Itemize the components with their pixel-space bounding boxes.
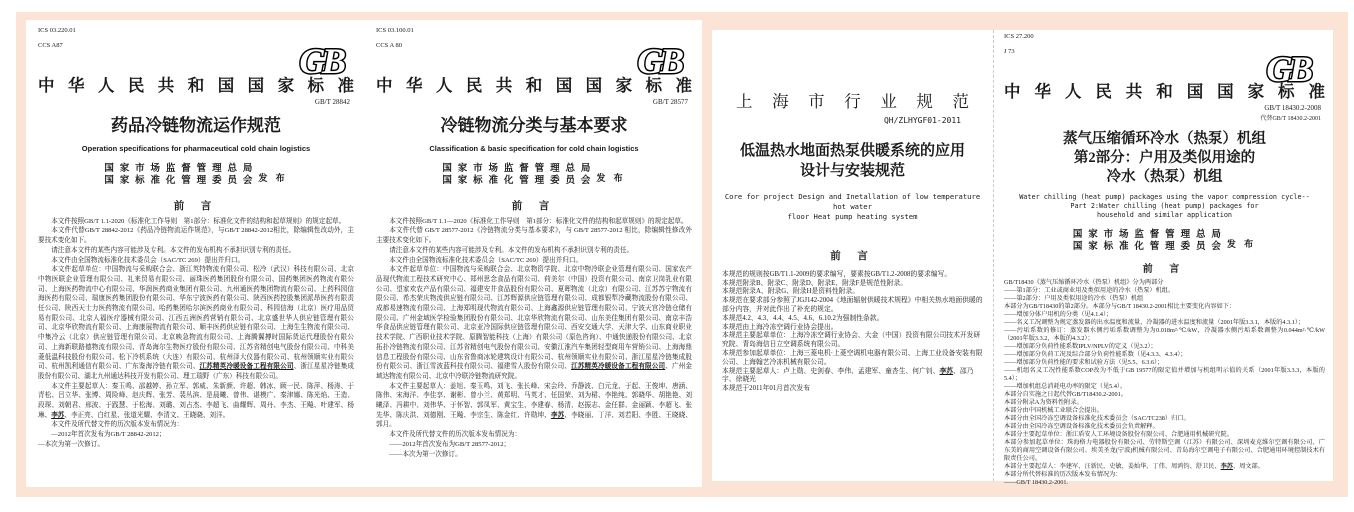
highlighted-name: 江苏精英冷暖设备工程有限公司 — [199, 363, 294, 371]
foreword-paragraph: —本次为第一次修订。 — [38, 440, 104, 448]
foreword-body — [722, 271, 983, 394]
svg-text:GB: GB — [1266, 49, 1310, 90]
foreword-paragraph: 本规范的规则按GB/T1.1-2009的要求编写，要素按GB/T1.2-2008的要求编写。 — [722, 270, 952, 278]
foreword-paragraph: 请注意本文件的某些内容可能涉及专利。本文件的发布机构不承担识别专利的责任。 — [389, 246, 634, 254]
highlighted-name: 李苏 — [51, 411, 65, 419]
highlighted-name: 江苏精英冷暖设备工程有限公司 — [571, 363, 666, 371]
national-standard-header: 中华人民共和国国家标准 — [1004, 82, 1325, 101]
document-title-en: Operation specifications for pharmaceutical cold chain logistics — [81, 144, 311, 154]
standard-number: GB/T 18430.2-2008 — [1264, 103, 1321, 112]
foreword-paragraph: —2012年首次发布为GB/T 28842-2012； — [51, 431, 166, 439]
publisher-line2: 国家标准化管理委员会 — [104, 175, 253, 186]
foreword-paragraph: 本文件按照GB/T 1.1—2020《标准化工作导则 第1部分：标准化文件的结构和起草规则》的规定起草。 — [389, 217, 688, 225]
foreword-paragraph: 本文件代替 GB/T 28577-2012《冷链物流分类与基本要求》，与 GB/T 28577-2012 相比，除编辑性修改外主要技术变化如下。 — [376, 227, 692, 245]
right-document-sheet — [712, 30, 1333, 486]
foreword-paragraph: 本文件起草单位：中国物流与采购联合会、北京物资学院、北京中物冷联企业管理有限公司、国家农产品现代物流工程技术研究中心、郑州思念食品有限公司、荷美尔（中国）投资有限公司、南京卫岗乳业有限公司、望家欢农产品有限公司、福建安井食品股份有限公司、夏晖物流（北京）有限公司、江苏苏宁物流有限公司、希杰荣庆物流供应链有限公司、江苏辉源供应链管理有限公司、成都银犁冷藏物流股份有限公司、成都易速物流有限公司、上海郑明现代物流有限公司、上海鑫源供应链管理有限公司、宁波天宫冷链仓储有限公司、广州金域医学检验集团股份有限公司、北京华欣物流有限公司、山东美佳集团有限公司、南京丰浩华食品供应链管理有限公司、北京亚冷国际供应链管理有限公司、西安交通大学、天津大学、山东商业职业技术学院、广西职业技术学院、原腾智能科技（上海）有限公司（原色咨询）、中通快递股份有限公司、北京拓扑冷链物流有限公司、江苏省精创电气股份有限公司、安徽江淮汽车集团轻型商用车营销公司、上海海鼎信息工程股份有限公司、山东省鲁商冰轮建筑设计有限公司、杭州领顺实业有限公司、浙江星星冷链集成股份有限公司、浙江雪波蓝科技有限公司、福建雪人股份有限公司、江苏精英冷暖设备工程有限公司、广州金域达物流有限公司、北京中冷联冷链物流研究院。 — [376, 266, 693, 380]
svg-text:GB: GB — [637, 41, 681, 82]
document-title-cn-line3: 冷水（热泵）机组 — [1106, 168, 1223, 185]
foreword-paragraph: 本文件主要起草人：姜旭、秦玉鸣、刘飞、张长峰、宋会玲、乔静波、白元龙、于起、王俊坤、唐涵、陈伟、宋海洋、李佳享、谢彬、曾小兰、黄郑明、马英才、任国荣、刘为桾、李艳纯、郭晓华、胡艳艳、刘曦泽、冯耕中、刘伟华、于怀智、郭凤军、黄宝生、李建春、杨清、赵振志、金任群、金丽颖、李超飞、张先华、陈庆洪、刘德刚、王飚、李宗生、陈金红、许勋坤、李苏、李晓丽、丁洋、刘若阳、李胜、王晓晓、郭月。 — [376, 382, 693, 429]
class-code: J 73 — [1004, 47, 1015, 55]
publisher-line1: 国家市场监督管理总局 — [1072, 230, 1221, 241]
document-gbt-18430-2 — [993, 30, 1333, 486]
foreword-paragraph: ——2012年首次发布为GB/T 28577-2012； — [389, 440, 511, 448]
foreword-paragraph: 本规范附录A、附录G、附录H是资料性附录。 — [722, 288, 860, 296]
ics-code: ICS 27.200 — [1004, 33, 1034, 40]
issue-label: 发 布 — [1226, 238, 1257, 249]
foreword-paragraph: 本文件按照GB/T 1.1-2020《标准化工作导则 第1部分：标准化文件的结构和起草规则》的规定起草。 — [51, 217, 346, 225]
ics-code: ICS 03.100.01 — [376, 27, 414, 34]
national-standard-header: 中华人民共和国国家标准 — [38, 76, 354, 95]
document-gbt-28577 — [364, 20, 702, 487]
foreword-paragraph: 本规范主要起草单位：上海冷冻空调行业协会、大金（中国）投资有限公司技术开发研究院、青岛海信日立空调系统有限公司。 — [722, 332, 981, 349]
publisher-block — [1004, 230, 1325, 254]
foreword-paragraph: 本规范主要起草人：卢上勋、史剑春、李伟、孟建军、童杏生、何广钊、李苏、邵乃宇、徐晓光 — [722, 367, 974, 384]
foreword-paragraph: 本部分参加起草单位：珠海格力电器股份有限公司、劳特斯空调（江苏）有限公司、深圳麦克维尔空调有限公司、广东美的商用空调设备有限公司、埃美圣龙(宁波)机械有限公司、青岛海尔空调电子有限公司、合肥通用环境控制技术有限责任公司。 — [1004, 438, 1325, 462]
shanghai-spec-header: 上海市行业规范 — [736, 92, 969, 111]
foreword-paragraph: 本文件及所代替文件的历次版本发布情况为： — [389, 431, 522, 439]
document-title-cn-line2: 设计与安装规范 — [799, 163, 905, 180]
foreword-paragraph: 本部分自实施之日起代替GB/T18430.2-2001。 — [1004, 390, 1127, 398]
document-title-cn-line1: 低温热水地面热泵供暖系统的应用 — [739, 143, 965, 159]
foreword-heading: 前 言 — [173, 200, 219, 212]
foreword-body — [38, 217, 354, 450]
foreword-paragraph: 本规范由上海冷冻空调行业协会提出。 — [722, 323, 838, 331]
foreword-paragraph: 本文件由全国物流标准化技术委员会（SAC/TC 269）提出并归口。 — [51, 256, 245, 264]
highlighted-name: 李苏 — [939, 367, 954, 375]
gb-standard-logo-icon — [1253, 42, 1323, 96]
ccs-code: CCS A87 — [38, 41, 63, 49]
ics-code: ICS 03.220.01 — [38, 27, 76, 34]
document-title-en-line1: Water chilling (heat pump) packages using the vapor compression cycle-- — [1019, 192, 1310, 201]
publisher-block — [38, 164, 354, 188]
foreword-paragraph: ——名义工况调整为规定蒸发器的出水温度和流量，冷凝器的进水温度和流量（2001年版3.3.1，本版的4.3.1）； — [1004, 318, 1305, 326]
ccs-code: CCS A 80 — [376, 41, 403, 49]
standard-number: QH/ZLHYGF01-2011 — [883, 116, 961, 125]
document-title-cn-line2: 第2部分：户用及类似用途的 — [1073, 149, 1256, 166]
document-title-en-line2: floor Heat pump heating system — [787, 211, 918, 221]
foreword-paragraph: ——增加分体户用机的分类（见4.1.4）； — [1004, 310, 1113, 318]
foreword-body — [1004, 279, 1325, 487]
foreword-paragraph: 本文件及所代替文件的历次版本发布情况为： — [51, 421, 184, 429]
foreword-paragraph: 本部分由中国机械工业联合会提出。 — [1004, 406, 1103, 414]
publisher-line1: 国家市场监督管理总局 — [442, 163, 591, 174]
foreword-body — [376, 217, 692, 460]
foreword-paragraph: 本文件起草单位：中国物流与采购联合会、浙江英特物流有限公司、松冷（武汉）科技有限公司、北京中物医联企业管理有限公司、礼来贸易有限公司、丽珠医药集团股份有限公司、国药集团医药物流有限公司、上海医药物流中心有限公司、华润医药商业集团有限公司、九州通医药集团物流有限公司、上药科园信海医药有限公司、瑞康医药集团股份有限公司、华东宁波医药有限公司、陕西医药控股集团派昂医药有限责任公司、陕西天士力医药物流有限公司、哈药集团哈尔滨医药商业有限公司、科园信海（北京）医疗用品贸易有限公司、北京人福医疗器械有限公司、江西五洲医药营销有限公司、北京盛世华人供应链管理有限公司、北京华欣物流有限公司、上海康展物流有限公司、顺丰医药供应链有限公司、上海生生物流有限公司、中集冷云（北京）供应链管理有限公司、北京映急物流有限公司、上海腾翼搏时国际货运代理股份有限公司、上海新联路德物流有限公司、青岛海尔生物医疗股份有限公司、江苏省精创电气股份有限公司、中科美菱低温科技股份有限公司、松下冷机系统（大连）有限公司、杭州泽大仪器有限公司、杭州领顺实业有限公司、杭州凯利通信有限公司、广东鉴海冷链有限公司、江苏精英冷暖设备工程有限公司、浙江星星冷链集成股份有限公司、湖北九州通达科技开发有限公司、理工瑞野（广东）科技有限公司。 — [38, 266, 355, 380]
foreword-paragraph: 请注意本文件的某些内容可能涉及专利。本文件的发布机构不承担识别专利的责任。 — [51, 246, 296, 254]
foreword-paragraph: 本部分为GB/T18430的第2部分。本部分与GB/T 18430.2-2001相比主要变化内容如下： — [1004, 302, 1236, 310]
highlighted-name: 李苏 — [1220, 462, 1233, 470]
foreword-paragraph: ——GB/T 18430.2-2001. — [1004, 478, 1068, 486]
foreword-paragraph: 本部分主要起草人：李建军、汪新民、史敏、姜灿华、丁伟、周鸿钧、舒卫民、李苏、周文部。 — [1004, 462, 1264, 470]
document-gbt-28842 — [26, 20, 364, 487]
foreword-paragraph: 本规范附录B、附录C、附录D、附录E、附录F是规范性附录。 — [722, 279, 908, 287]
foreword-heading: 前 言 — [511, 200, 557, 212]
document-title-cn-line1: 蒸气压缩循环冷水（热泵）机组 — [1063, 130, 1266, 147]
svg-text:GB: GB — [299, 41, 343, 82]
publisher-line2: 国家标准化管理委员会 — [1072, 241, 1221, 252]
foreword-paragraph: ——污垢系数的修订：蒸发器水侧污垢系数调整为为0.018m²·℃/kW，冷凝器水侧污垢系数调整为0.044m²·℃/kW（2001年版3.3.2，本版的4.3.2）； — [1004, 326, 1325, 342]
document-title-en-line3: household and similar application — [1096, 210, 1233, 219]
left-document-sheet — [26, 20, 702, 487]
foreword-paragraph: 本文件代替GB/T 28842-2012《药品冷链物流运作规范》，与GB/T 28842-2012相比，除编辑性改动外，主要技术变化如下。 — [38, 227, 354, 245]
foreword-paragraph: ——本次为第一次修订。 — [389, 450, 462, 458]
highlighted-name: 李苏 — [550, 411, 565, 419]
foreword-paragraph: 本规范在要求部分参照了JGJ142-2004《地面辐射供暖技术规程》中相关热水地面供暖的部分内容，并对此作出了补充的规定。 — [722, 297, 983, 313]
foreword-paragraph: 本文件由全国物流标准化技术委员会（SAC/TC 269）提出并归口。 — [389, 256, 583, 264]
document-title-en-line1: Core for project Design and Inetallation of low temperature hot water — [724, 191, 981, 211]
publisher-block — [376, 164, 692, 188]
foreword-paragraph: ——增加部分负荷性能系数IPLV/NPLV的定义（见3.2）； — [1004, 342, 1157, 350]
foreword-paragraph: 本规范于2011年01月首次发布 — [722, 385, 811, 393]
foreword-paragraph: ——机组名义工况性能系数COP改为不低于GB 19577的限定值并增加与机组明示值的关系（2001年版3.3.3，本版的5.4）； — [1004, 366, 1325, 382]
foreword-paragraph: 本规范参加起草单位：上海三菱电机·上菱空调机电器有限公司、上海工业设备安装有限公司、上海翰艺冷冻机械有限公司。 — [722, 349, 983, 366]
document-title-en: Classification & basic specification for cold chain logistics — [429, 144, 639, 154]
document-title-cn: 冷链物流分类与基本要求 — [440, 115, 628, 136]
foreword-paragraph: ——增加部分负荷性能的要求和试验方法（见5.5、6.3.6）； — [1004, 358, 1164, 366]
standard-number: GB/T 28577 — [652, 97, 688, 106]
foreword-paragraph: ——增加部分负荷工况及综合部分负荷性能系数（见4.3.3、4.3.4）； — [1004, 350, 1187, 358]
foreword-paragraph: 本部分所代替标准的历次版本发布情况为： — [1004, 470, 1122, 478]
publisher-line2: 国家标准化管理委员会 — [442, 175, 591, 186]
document-title-en-line2: Part 2:Water chilling (heat pump) packages for — [1070, 201, 1259, 210]
replaced-standard-number: 代替GB/T 18430.2-2001 — [1260, 115, 1321, 122]
gb-standard-logo-icon — [624, 34, 694, 88]
national-standard-header: 中华人民共和国国家标准 — [376, 76, 692, 95]
foreword-paragraph: ——第1部分：工业或商业用及类似用途的冷水（热泵）机组。 — [1004, 286, 1175, 294]
foreword-paragraph: 本部分由全国冷冻空调设备标准化技术委员会（SAC/TC238）归口。 — [1004, 414, 1190, 422]
foreword-heading: 前 言 — [830, 250, 875, 262]
document-title-cn: 药品冷链物流运作规范 — [111, 115, 281, 136]
standard-number: GB/T 28842 — [314, 97, 350, 106]
document-qh-zlhygf01 — [712, 30, 993, 481]
issue-label: 发 布 — [258, 172, 288, 183]
foreword-paragraph: GB/T18430《蒸气压缩循环冷水（热泵）机组》分为两部分 — [1004, 278, 1164, 286]
gb-standard-logo-icon — [286, 34, 356, 88]
foreword-paragraph: 本部分主要起草单位：浙江盾安人工环境设备股份有限公司、合肥通用机械研究院。 — [1004, 430, 1233, 438]
foreword-paragraph: 本部分由全国冷冻空调设备标准化技术委员会负责解释。 — [1004, 422, 1159, 430]
foreword-paragraph: 本规范4.2、4.3、4.4、4.5、4.6、6.10.2为强制性条款。 — [722, 314, 884, 322]
foreword-heading: 前 言 — [1142, 263, 1187, 275]
foreword-paragraph: ——第2部分：户用及类似用途的冷水（热泵）机组 — [1004, 294, 1144, 302]
foreword-paragraph: 本文件主要起草人：秦玉鸣、邵越婷、孙立军、郭威、朱新颜、许超、韩冰、顾一民、陈萍、杨涛、于青松、吕立华、张博、周险峰、赵庆辉、张芳、裴丛滨、是晨曦、曾伟、谌模广、秦津娜、陈光焰、王造、段琛、刘朝君、邢波、于践慧、于松海、刘璐、刘占杰、李超飞、曲耀辉、周丹、李杰、王飚、叶建军、杨琳、李苏、李正亮、白红星、张道光耀、李清文、王晓晓、刘洋。 — [38, 382, 354, 419]
issue-label: 发 布 — [596, 172, 626, 183]
publisher-line1: 国家市场监督管理总局 — [104, 163, 253, 174]
foreword-paragraph: 本部分附录A为资料性附录。 — [1004, 398, 1083, 406]
foreword-paragraph: ——增加机组总消耗电功率的限定（见5.4）。 — [1004, 382, 1127, 390]
